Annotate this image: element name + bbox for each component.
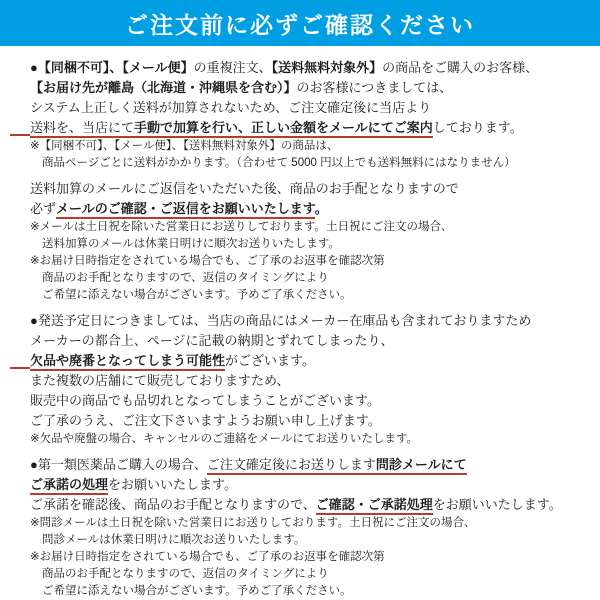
main-text-line — [30, 78, 580, 98]
note-text-line — [30, 270, 580, 287]
note-text-line — [30, 431, 580, 448]
text-segment: 問診メールは休業日明けに順次お送りいたします。 — [42, 534, 306, 546]
text-segment: をお願いいたします。 — [432, 497, 562, 512]
text-segment: 商品のお手配となりますので、返信のタイミングにより — [42, 272, 329, 284]
main-text-line — [30, 118, 580, 138]
main-text-line — [30, 351, 580, 371]
main-text-line — [30, 411, 580, 431]
text-segment: ご希望に添えない場合がございます。予めご了承ください。 — [42, 585, 352, 597]
notice-header-banner — [0, 0, 600, 46]
text-segment: ●発送予定日につきましては、当店の商品にはメーカー在庫品も含まれておりますため — [30, 313, 532, 328]
main-text-line — [30, 179, 580, 199]
text-segment: ※お届け日時指定をされている場合でも、ご了承のお返事を確認次第 — [30, 255, 385, 267]
text-segment: ※【同梱不可】、【メール便】、【送料無料対象外】の商品は、 — [30, 140, 339, 152]
main-text-line — [30, 455, 580, 475]
text-segment: をお願いいたします。 — [108, 477, 237, 492]
notice-header-title: ご注文前に必ずご確認ください — [125, 11, 475, 38]
notice-section-3 — [30, 311, 580, 448]
main-text-line — [30, 311, 580, 331]
notice-body — [0, 46, 600, 600]
text-segment: 送料加算のメールにご返信をいただいた後、商品のお手配となりますので — [30, 181, 459, 196]
text-segment: システム上正しく送料が加算されないため、ご注文確定後に当店より — [30, 100, 432, 115]
main-text-line — [30, 475, 580, 495]
text-segment: ●【同梱不可】、【メール便】 — [30, 60, 194, 75]
note-text-line — [30, 155, 580, 172]
text-segment: 商品のお手配となりますので、返信のタイミングにより — [42, 568, 329, 580]
notice-section-1 — [30, 58, 580, 172]
text-segment: ご承諾を確認後、商品のお手配となりますので、 — [30, 497, 316, 512]
text-segment: 欠品や廃番となってしまう可能性 — [30, 353, 225, 371]
text-segment: メーカーの都合上、ページに記載の納期とずれてしまったり、 — [30, 333, 394, 348]
text-segment: ●第一類医薬品ご購入の場合、 — [30, 457, 207, 472]
text-segment: 商品ページごとに送料がかかります。（合わせて 5000 円以上でも送料無料にはなりません） — [42, 157, 516, 169]
note-text-line — [30, 515, 580, 532]
text-segment: 手動で加算を行い、正しい金額をメールにてご案内 — [134, 120, 433, 138]
main-text-line — [30, 98, 580, 118]
note-text-line — [30, 236, 580, 253]
note-text-line — [30, 138, 580, 155]
note-text-line — [30, 532, 580, 549]
note-text-line — [30, 583, 580, 600]
note-text-line — [30, 287, 580, 304]
main-text-line — [30, 391, 580, 411]
text-segment: ※欠品や廃盤の場合、キャンセルのご連絡をメールにてお送りいたします。 — [30, 433, 418, 445]
text-segment: ※お届け日時指定をされている場合でも、ご了承のお返事を確認次第 — [30, 551, 385, 563]
notice-section-4 — [30, 455, 580, 600]
text-segment: 送料加算のメールは休業日明けに順次お送りいたします。 — [42, 238, 340, 250]
text-segment: また複数の店舗にて販売しておりますため、 — [30, 373, 290, 388]
text-segment: のお客様につきましては、 — [296, 80, 453, 95]
text-segment: 。 — [314, 201, 328, 216]
note-text-line — [30, 219, 580, 236]
text-segment: ご注文確定後にお送りします — [207, 457, 376, 475]
main-text-line — [30, 199, 580, 219]
text-segment: ※問診メールは土日祝を除いた営業日にお送りしております。土日祝にご注文の場合、 — [30, 517, 476, 529]
text-segment: の重複注文、 — [193, 60, 272, 75]
main-text-line — [30, 495, 580, 515]
text-segment: の商品をご購入のお客様、 — [382, 60, 539, 75]
note-text-line — [30, 549, 580, 566]
note-text-line — [30, 253, 580, 270]
text-segment: 送料を、当店にて — [30, 120, 134, 138]
text-segment: がございます。 — [225, 353, 315, 368]
main-text-line — [30, 58, 580, 78]
text-segment: 問診メールにて — [376, 457, 467, 475]
text-segment: しております。 — [432, 120, 523, 135]
text-segment: 販売中の商品でも品切れとなってしまうことがございます。 — [30, 393, 380, 408]
notice-section-2 — [30, 179, 580, 304]
text-segment: メールのご確認・ご返信をお願いいたします — [56, 201, 315, 219]
text-segment: ご希望に添えない場合がございます。予めご了承ください。 — [42, 289, 352, 301]
note-text-line — [30, 566, 580, 583]
text-segment: 【お届け先が離島（北海道・沖縄県を含む）】 — [30, 80, 297, 95]
main-text-line — [30, 331, 580, 351]
text-segment: 必ず — [30, 201, 57, 216]
main-text-line — [30, 371, 580, 391]
text-segment: ※メールは土日祝を除いた営業日にお送りしております。土日祝にご注文の場合、 — [30, 221, 453, 233]
text-segment: ご確認・ご承諾処理 — [316, 497, 433, 515]
text-segment: ご了承のうえ、ご注文下さいますようお願い申し上げます。 — [30, 413, 381, 428]
text-segment: ご承諾の処理 — [30, 477, 108, 495]
text-segment: 【送料無料対象外】 — [271, 60, 383, 75]
